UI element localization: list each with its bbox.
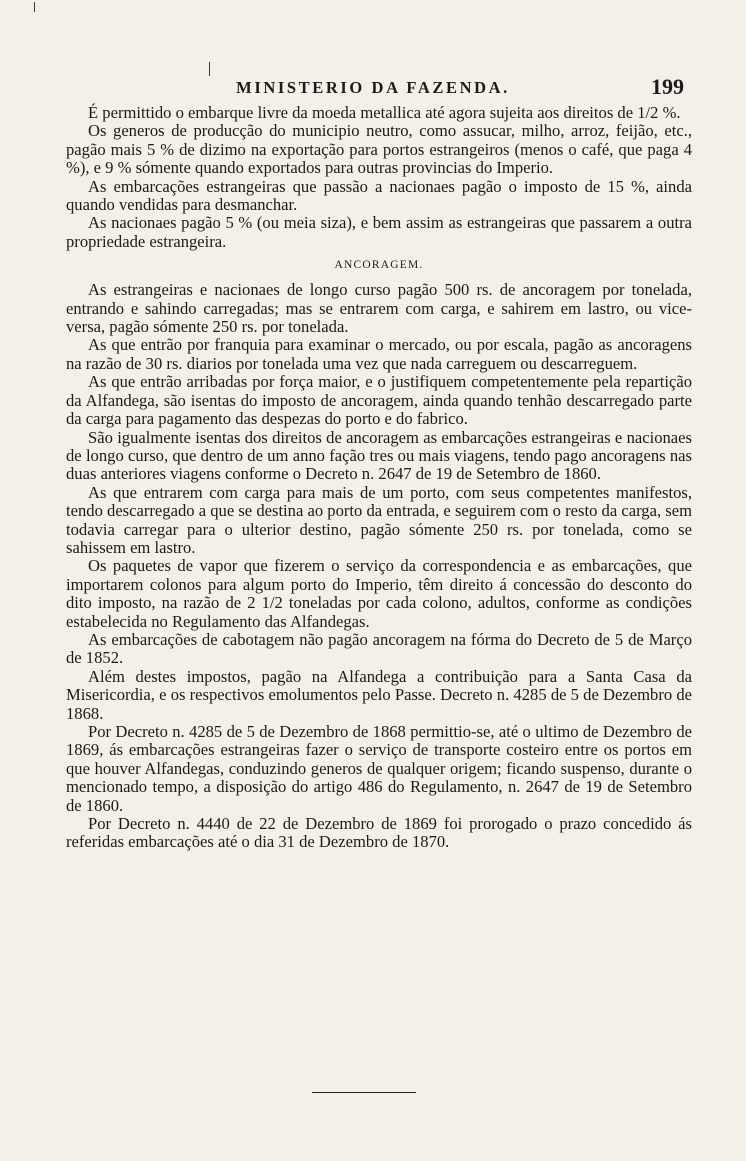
running-title: MINISTERIO DA FAZENDA.: [236, 78, 510, 97]
paragraph-generos-producao: Os generos de producção do municipio neutro, como assucar, milho, arroz, feijão, etc., pagão mais 5 % de dizimo na exportação para portos estrangeiros (menos o café, que paga 4 %), e 9 % sómente quando exportados para outras provincias do Imperio.: [66, 121, 692, 178]
paragraph-misericordia: Além destes impostos, pagão na Alfandega a contribuição para a Santa Casa da Misericordia, e os respectivos emolumentos pelo Passe. Decreto n. 4285 de 5 de Dezembro de 1868.: [66, 666, 692, 723]
section-heading-ancoragem: ANCORAGEM.: [334, 259, 424, 272]
paragraph-decreto-4440: Por Decreto n. 4440 de 22 de Dezembro de 1869 foi prorogado o prazo concedido ás referidas embarcações até o dia 31 de Dezembro de 1870.: [66, 814, 692, 852]
paragraph-cabotagem: As embarcações de cabotagem não pagão ancoragem na fórma do Decreto de 5 de Março de 1852.: [66, 629, 692, 668]
paragraph-isentas-viagens: São igualmente isentas dos direitos de ancoragem as embarcações estrangeiras e nacionaes de longo curso, que dentro de um anno fação tres ou mais viagens, tendo pago ancoragens nas duas anteriores viagens conforme o Decreto n. 2647 de 19 de Setembro de 1860.: [66, 427, 692, 484]
scan-speck: [34, 2, 35, 12]
paragraph-nacionaes-siza: As nacionaes pagão 5 % (ou meia siza), e bem assim as estrangeiras que passarem a outra propriedade estrangeira.: [66, 213, 692, 251]
paragraph-embarcacoes-estrangeiras: As embarcações estrangeiras que passão a nacionaes pagão o imposto de 15 %, ainda quando vendidas para desmanchar.: [66, 176, 692, 215]
body-text: [66, 104, 692, 852]
paragraph-embarque-moeda: É permittido o embarque livre da moeda metallica até agora sujeita aos direitos de 1/2 %.: [88, 103, 681, 122]
page-header: [62, 74, 684, 100]
closing-rule: [312, 1092, 416, 1093]
paragraph-franquia: As que entrão por franquia para examinar o mercado, ou por escala, pagão as ancoragens na razão de 30 rs. diarios por tonelada uma vez que nada carreguem ou descarreguem.: [66, 335, 692, 373]
paragraph-carga-mais-portos: As que entrarem com carga para mais de um porto, com seus competentes manifestos, tendo descarregado a que se destina ao porto da entrada, e seguirem com o resto da carga, sem todavia carregar para o ulterior destino, pagão sómente 250 rs. por tonelada, como se sahissem em lastro.: [66, 482, 692, 557]
paragraph-longo-curso: As estrangeiras e nacionaes de longo curso pagão 500 rs. de ancoragem por tonelada, entrando e sahindo carregadas; mas se entrarem com carga, e sahirem em lastro, ou vice-versa, pagão sómente 250 rs. por tonelada.: [66, 280, 692, 337]
page-number: 199: [651, 74, 684, 99]
paragraph-decreto-4285: Por Decreto n. 4285 de 5 de Dezembro de 1868 permittio-se, até o ultimo de Dezembro de 1869, ás embarcações estrangeiras fazer o serviço de transporte costeiro entre os portos em que houver Alfandegas, conduzindo generos de qualquer origem; ficando suspenso, durante o mencionado tempo, a disposição do artigo 486 do Regulamento, n. 2647 de 19 de Setembro de 1860.: [66, 722, 692, 815]
paragraph-arribadas: As que entrão arribadas por força maior, e o justifiquem competentemente pela repartição da Alfandega, são isentas do imposto de ancoragem, ainda quando tenhão descarregado parte da carga para pagamento das despezas do porto e do fabrico.: [66, 372, 692, 429]
paragraph-paquetes-colonos: Os paquetes de vapor que fizerem o serviço da correspondencia e as embarcações, que importarem colonos para algum porto do Imperio, têm direito á concessão do desconto do dito imposto, na razão de 2 1/2 toneladas por cada colono, adultos, conforme as condições estabelecida no Regulamento das Alfandegas.: [66, 556, 692, 631]
